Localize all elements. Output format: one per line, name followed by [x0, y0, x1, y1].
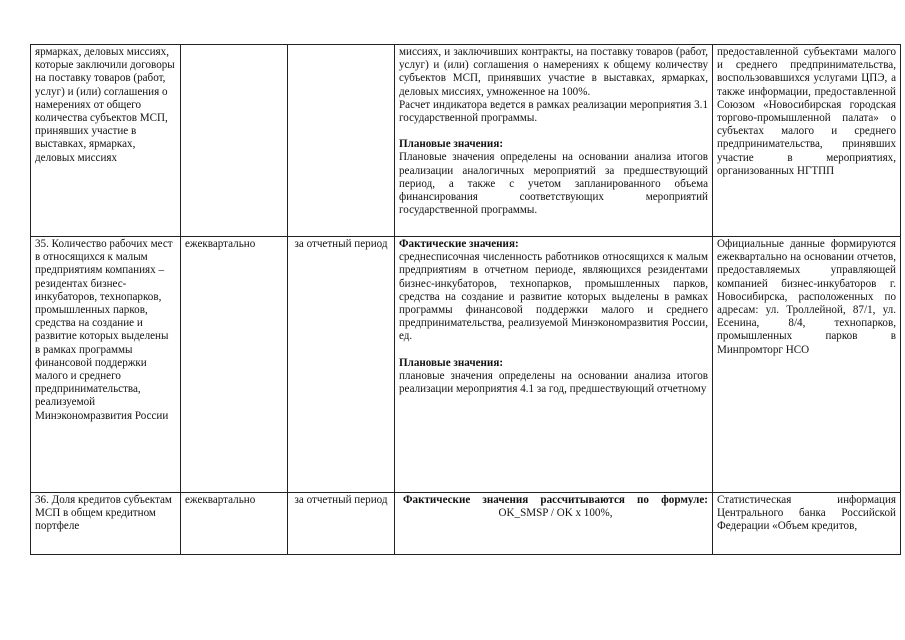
fact-text: среднесписочная численность работников относящихся к малым предприятиям в отчетном периоде, являющихся резидентами бизнес-инкубаторов, технопарков, промышленных парков, средства на создание и развитие которых выделены в рамках программы финансовой поддержки малого и среднего предпринимательства, реализуемой Минэкономразвития России, ед. — [399, 251, 708, 343]
plan-heading: Плановые значения: — [399, 138, 504, 151]
source-text: предоставленной субъектами малого и среднего предпринимательства, воспользовавшихся услугами ЦПЭ, а также информации, предоставленной Союзом «Новосибирская городская торгово-промышленной палата» о субъектах малого и среднего предпринимательства, принявших участие в мероприятиях, организованных НГТПП — [717, 46, 896, 177]
periodicity-cell — [181, 493, 288, 555]
calc-note: Расчет индикатора ведется в рамках реализации мероприятия 3.1 государственной программы. — [399, 98, 708, 125]
method-cell — [395, 237, 713, 493]
plan-heading: Плановые значения: — [399, 356, 504, 369]
fact-text: миссиях, и заключивших контракты, на поставку товаров (работ, услуг) и (или) соглашения о намерениях к общему количеству субъектов МСП, принявших участие в выставках, ярмарках, деловых миссиях, умноженное на 100%. — [399, 46, 708, 98]
period-cell — [288, 493, 395, 555]
method-cell — [395, 45, 713, 237]
fact-heading: Фактические значения рассчитываются по формуле: — [403, 494, 708, 506]
plan-text: Плановые значения определены на основании анализа итогов реализации аналогичных мероприятий за предшествующий период, а также с учетом запланированного объема финансирования соответствующих мероприятий государственной программы. — [399, 151, 708, 217]
fact-heading: Фактические значения: — [399, 238, 519, 250]
indicator-name-cell — [31, 45, 181, 237]
periodicity-cell — [181, 237, 288, 493]
document-page — [30, 44, 896, 555]
source-cell — [713, 493, 901, 555]
source-cell — [713, 45, 901, 237]
period-cell — [288, 45, 395, 237]
period-text: за отчетный период — [294, 494, 388, 506]
table-row — [31, 493, 901, 555]
periodicity-text: ежеквартально — [185, 238, 256, 250]
table-row — [31, 45, 901, 237]
periodicity-text: ежеквартально — [185, 494, 256, 506]
indicator-name-text: 35. Количество рабочих мест в относящихся к малым предприятиям компаниях – резидентах бизнес-инкубаторов, технопарков, промышленных парков, средства на создание и развитие которых выделены в рамках программы финансовой поддержки малого и среднего предпринимательства, реализуемой Минэкономразвития России — [35, 238, 173, 422]
periodicity-cell — [181, 45, 288, 237]
source-text: Официальные данные формируются ежеквартально на основании отчетов, предоставляемых управляющей компанией бизнес-инкубаторов г. Новосибирска, расположенных по адресам: ул. Троллейной, 87/1, ул. Есенина, 8/4, технопарков, промышленных парков в Минпромторг НСО — [717, 238, 896, 356]
method-cell — [395, 493, 713, 555]
indicator-table — [30, 44, 901, 555]
indicator-name-text: 36. Доля кредитов субъектам МСП в общем кредитном портфеле — [35, 494, 172, 533]
indicator-name-cell — [31, 237, 181, 493]
plan-text: плановые значения определены на основании анализа итогов реализации мероприятия 4.1 за год, предшествующий отчетному — [399, 369, 708, 396]
source-text: Статистическая информация Центрального банка Российской Федерации «Объем кредитов, — [717, 494, 896, 533]
period-cell — [288, 237, 395, 493]
table-row — [31, 237, 901, 493]
indicator-name-text: ярмарках, деловых миссиях, которые заключили договоры на поставку товаров (работ, услуг) и (или) соглашения о намерениях от общего количества субъектов МСП, принявших участие в выставках, ярмарках, деловых миссиях — [35, 46, 175, 164]
period-text: за отчетный период — [294, 238, 388, 250]
formula: OK_SMSP / OK x 100%, — [498, 507, 613, 520]
source-cell — [713, 237, 901, 493]
indicator-name-cell — [31, 493, 181, 555]
